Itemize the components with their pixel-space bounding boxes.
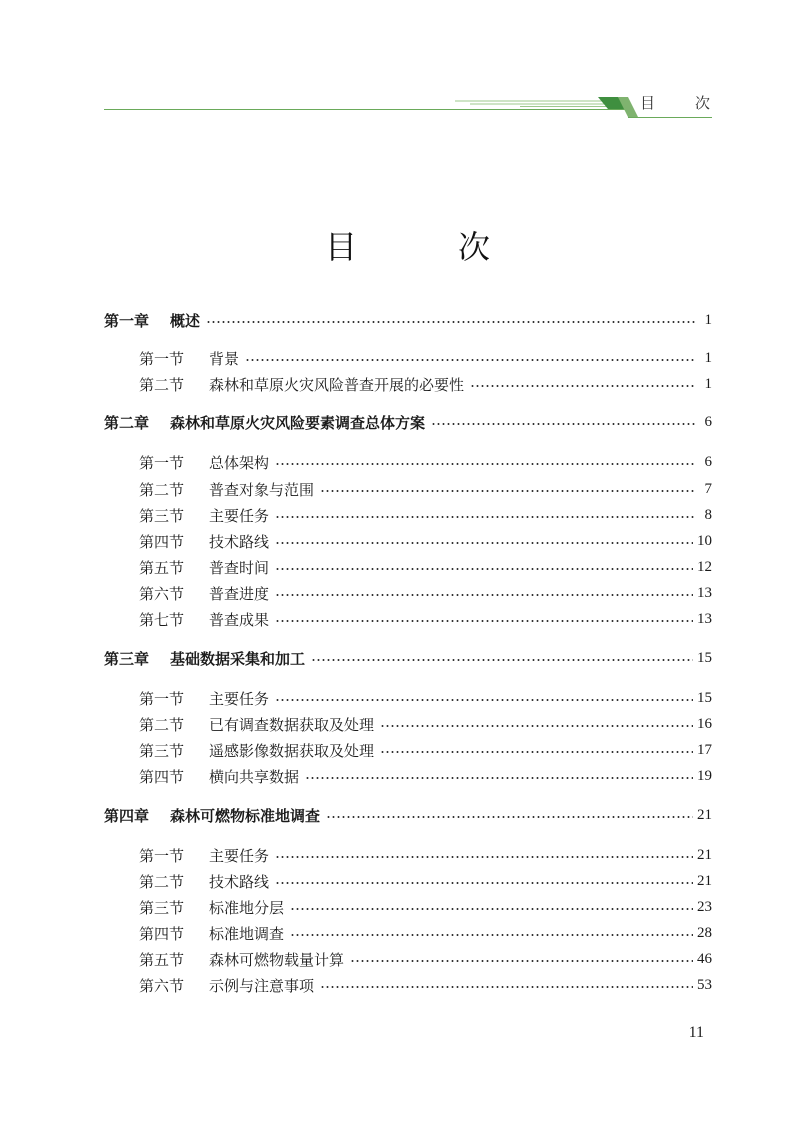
- toc-entry-title: 概述: [170, 311, 201, 330]
- toc-section-entry[interactable]: [139, 712, 712, 736]
- header-title-char-2: 次: [695, 94, 711, 112]
- toc-entry-page: 12: [697, 558, 712, 575]
- toc-entry-title: 森林和草原火灾风险要素调查总体方案: [170, 413, 426, 432]
- toc-entry-number: 第一节: [139, 453, 185, 472]
- toc-entry-number: 第六节: [139, 976, 185, 995]
- toc-dot-leader: [290, 908, 693, 910]
- toc-entry-number: 第二节: [139, 375, 185, 394]
- toc-section-entry[interactable]: [139, 764, 712, 788]
- toc-dot-leader: [275, 516, 696, 518]
- page-title: [0, 222, 800, 272]
- toc-entry-number: 第二章: [104, 413, 150, 432]
- toc-entry-page: 6: [704, 413, 712, 430]
- toc-entry-number: 第一节: [139, 846, 185, 865]
- toc-entry-page: 19: [697, 767, 712, 784]
- toc-section-entry[interactable]: [139, 555, 712, 579]
- toc-dot-leader: [275, 699, 693, 701]
- toc-entry-title: 森林可燃物标准地调查: [170, 806, 321, 825]
- toc-entry-title: 森林和草原火灾风险普查开展的必要性: [209, 375, 465, 394]
- toc-entry-title: 普查时间: [209, 558, 270, 577]
- toc-entry-number: 第四章: [104, 806, 150, 825]
- toc-entry-title: 主要任务: [209, 506, 270, 525]
- toc-entry-page: 7: [704, 480, 712, 497]
- toc-dot-leader: [311, 659, 693, 661]
- toc-section-entry[interactable]: [139, 843, 712, 867]
- toc-dot-leader: [275, 620, 693, 622]
- toc-section-entry[interactable]: [139, 869, 712, 893]
- toc-entry-page: 16: [697, 715, 712, 732]
- toc-chapter-entry[interactable]: [104, 646, 712, 670]
- header-title-char-1: 目: [640, 94, 656, 112]
- toc-dot-leader: [275, 542, 693, 544]
- toc-entry-number: 第六节: [139, 584, 185, 603]
- toc-entry-title: 主要任务: [209, 689, 270, 708]
- toc-entry-title: 背景: [209, 349, 240, 368]
- toc-entry-title: 示例与注意事项: [209, 976, 315, 995]
- toc-entry-page: 21: [697, 872, 712, 889]
- toc-entry-title: 基础数据采集和加工: [170, 649, 306, 668]
- toc-entry-number: 第三章: [104, 649, 150, 668]
- toc-section-entry[interactable]: [139, 503, 712, 527]
- toc-entry-number: 第七节: [139, 610, 185, 629]
- toc-entry-title: 遥感影像数据获取及处理: [209, 741, 375, 760]
- toc-dot-leader: [350, 960, 693, 962]
- toc-entry-title: 普查成果: [209, 610, 270, 629]
- toc-entry-page: 46: [697, 950, 712, 967]
- toc-entry-page: 28: [697, 924, 712, 941]
- toc-entry-title: 标准地分层: [209, 898, 285, 917]
- toc-entry-number: 第三节: [139, 898, 185, 917]
- toc-section-entry[interactable]: [139, 921, 712, 945]
- toc-entry-title: 森林可燃物载量计算: [209, 950, 345, 969]
- toc-dot-leader: [470, 385, 696, 387]
- toc-section-entry[interactable]: [139, 607, 712, 631]
- toc-entry-page: 1: [704, 375, 712, 392]
- toc-entry-number: 第二节: [139, 715, 185, 734]
- toc-entry-number: 第四节: [139, 924, 185, 943]
- toc-section-entry[interactable]: [139, 973, 712, 997]
- toc-entry-number: 第一章: [104, 311, 150, 330]
- toc-dot-leader: [380, 725, 693, 727]
- toc-section-entry[interactable]: [139, 947, 712, 971]
- toc-entry-page: 10: [697, 532, 712, 549]
- toc-entry-page: 21: [697, 806, 712, 823]
- toc-dot-leader: [275, 568, 693, 570]
- toc-chapter-entry[interactable]: [104, 803, 712, 827]
- toc-section-entry[interactable]: [139, 346, 712, 370]
- toc-entry-page: 1: [704, 349, 712, 366]
- toc-section-entry[interactable]: [139, 529, 712, 553]
- toc-entry-number: 第四节: [139, 532, 185, 551]
- toc-entry-number: 第五节: [139, 558, 185, 577]
- toc-entry-title: 横向共享数据: [209, 767, 300, 786]
- toc-entry-page: 1: [704, 311, 712, 328]
- toc-entry-page: 23: [697, 898, 712, 915]
- toc-section-entry[interactable]: [139, 738, 712, 762]
- toc-entry-number: 第一节: [139, 689, 185, 708]
- toc-entry-number: 第二节: [139, 872, 185, 891]
- toc-entry-title: 总体架构: [209, 453, 270, 472]
- toc-entry-number: 第三节: [139, 506, 185, 525]
- toc-dot-leader: [275, 882, 693, 884]
- toc-entry-title: 已有调查数据获取及处理: [209, 715, 375, 734]
- toc-dot-leader: [320, 490, 696, 492]
- toc-entry-page: 6: [704, 453, 712, 470]
- header-section-title: [640, 92, 720, 118]
- toc-chapter-entry[interactable]: [104, 410, 712, 434]
- toc-entry-page: 21: [697, 846, 712, 863]
- toc-entry-number: 第一节: [139, 349, 185, 368]
- toc-dot-leader: [245, 359, 696, 361]
- running-header: [0, 0, 800, 130]
- toc-entry-title: 主要任务: [209, 846, 270, 865]
- toc-dot-leader: [206, 321, 696, 323]
- toc-dot-leader: [380, 751, 693, 753]
- toc-dot-leader: [275, 594, 693, 596]
- toc-section-entry[interactable]: [139, 895, 712, 919]
- toc-entry-page: 13: [697, 584, 712, 601]
- toc-entry-page: 53: [697, 976, 712, 993]
- toc-dot-leader: [431, 423, 696, 425]
- toc-section-entry[interactable]: [139, 686, 712, 710]
- toc-entry-page: 15: [697, 649, 712, 666]
- toc-entry-page: 17: [697, 741, 712, 758]
- toc-entry-number: 第五节: [139, 950, 185, 969]
- toc-entry-page: 15: [697, 689, 712, 706]
- toc-entry-title: 技术路线: [209, 872, 270, 891]
- toc-entry-page: 13: [697, 610, 712, 627]
- toc-entry-number: 第四节: [139, 767, 185, 786]
- toc-dot-leader: [326, 816, 693, 818]
- toc-section-entry[interactable]: [139, 450, 712, 474]
- toc-entry-number: 第三节: [139, 741, 185, 760]
- toc-entry-title: 普查进度: [209, 584, 270, 603]
- toc-dot-leader: [320, 986, 693, 988]
- toc-section-entry[interactable]: [139, 477, 712, 501]
- page-title-char-1: 目: [325, 228, 358, 266]
- toc-chapter-entry[interactable]: [104, 308, 712, 332]
- toc-dot-leader: [305, 777, 693, 779]
- toc-entry-title: 普查对象与范围: [209, 480, 315, 499]
- toc-dot-leader: [275, 463, 696, 465]
- toc-entry-title: 技术路线: [209, 532, 270, 551]
- toc-section-entry[interactable]: [139, 581, 712, 605]
- toc-dot-leader: [290, 934, 693, 936]
- page-title-char-2: 次: [458, 228, 491, 266]
- toc-entry-number: 第二节: [139, 480, 185, 499]
- toc-entry-title: 标准地调查: [209, 924, 285, 943]
- toc-entry-page: 8: [704, 506, 712, 523]
- toc-section-entry[interactable]: [139, 372, 712, 396]
- page-number: 11: [688, 1024, 704, 1041]
- toc-dot-leader: [275, 856, 693, 858]
